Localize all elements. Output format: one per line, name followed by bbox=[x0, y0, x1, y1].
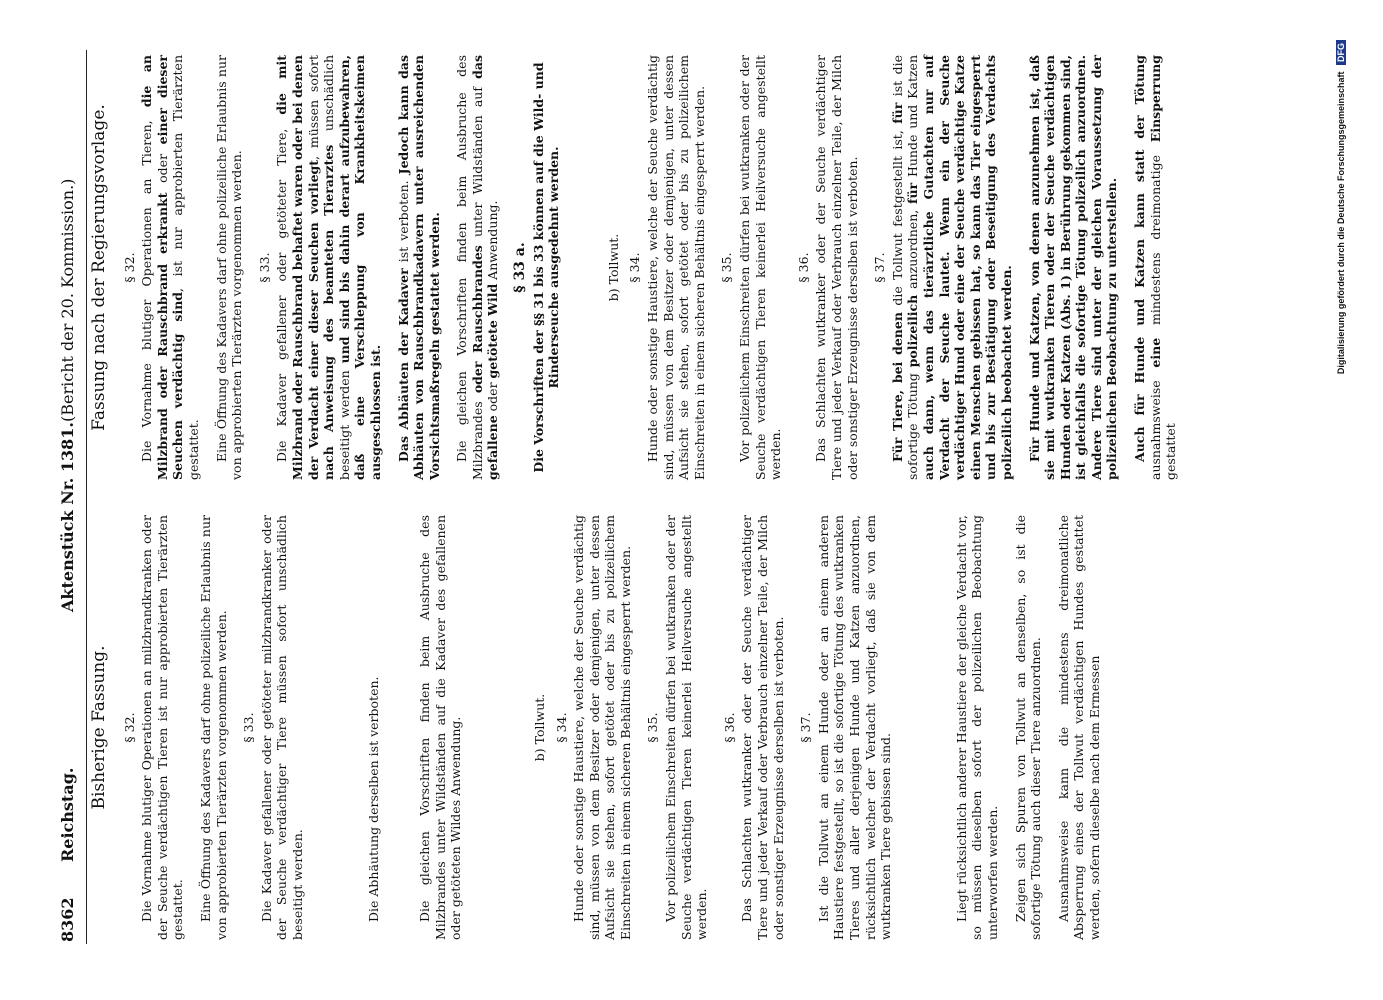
paragraph: Die Abhäutung derselben ist verboten. bbox=[365, 676, 381, 922]
paragraph: Auch für Hunde und Katzen kann statt der Tötung ausnahmsweise eine mindestens dreimonatige Einsperrung gestattet bbox=[1132, 55, 1179, 480]
paragraph: Die gleichen Vorschriften finden beim Ausbruche des Milzbrandes unter Wildständen auf die Kadaver des gefallenen oder getöteten Wildes Anwendung. bbox=[417, 515, 464, 940]
paragraph: Das Schlachten wutkranker oder der Seuche verdächtiger Tiere und jeder Verkauf oder Verbrauch einzelner Teile, der Milch oder sonstiger Erzeugnisse derselben ist verboten. bbox=[813, 55, 860, 480]
paragraph: Die Kadaver gefallener oder getöteter milzbrandkranker oder der Seuche verdächtiger Tiere müssen sofort unschädlich beseitigt werden. bbox=[258, 515, 305, 940]
paragraph: Die Vorschriften der §§ 31 bis 33 können auf die Wild- und Rinderseuche ausgedehnt werden. bbox=[530, 62, 562, 473]
section-heading: § 32. bbox=[121, 252, 137, 283]
document-number: Aktenstück Nr. 1381. bbox=[58, 422, 77, 612]
section-heading: § 35. bbox=[645, 712, 661, 743]
section-heading: § 33 a. bbox=[512, 242, 529, 293]
section-heading: § 34. bbox=[553, 712, 569, 743]
section-heading: § 35. bbox=[719, 252, 735, 283]
section-heading: § 32. bbox=[121, 712, 137, 743]
section-heading: § 36. bbox=[795, 252, 811, 283]
right-column bbox=[89, 54, 1191, 480]
paragraph: Für Tiere, bei denen die Tollwut festgestellt ist, für ist die sofortige Tötung polizeilich anzuordnen, für Hunde und Katzen auch dann, wenn das tierärztliche Gutachten nur auf Verdacht der Seuche lautet. Wenn ein der Seuche verdächtiger Hund oder eine der Seuche verdächtige Katze einen Menschen gebissen hat, so kann das Tier eingesperrt und bis zur Bestätigung oder Beseitigung des Verdachts polizeilich beobachtet werden. bbox=[889, 55, 1014, 480]
parliament-name: Reichstag. bbox=[58, 767, 77, 862]
paragraph: Die Vornahme blutiger Operationen an milzbrandkranken oder der Seuche verdächtigen Tieren ist nur approbierten Tierärzten gestattet. bbox=[139, 515, 186, 940]
paragraph: Vor polizeilichem Einschreiten dürfen bei wutkranken oder der Seuche verdächtigen Tieren keinerlei Heilversuche angestellt werden. bbox=[663, 515, 710, 940]
section-heading: § 33. bbox=[241, 712, 257, 743]
paragraph: Vor polizeilichem Einschreiten dürfen bei wutkranken oder der Seuche verdächtigen Tieren keinerlei Heilversuche angestellt werden. bbox=[737, 55, 784, 480]
paragraph: Für Hunde und Katzen, von denen anzunehmen ist, daß sie mit wutkranken Tieren oder der Seuche verdächtigen Hunden oder Katzen (Abs. 1) in Berührung gekommen sind, ist gleichfalls die sofortige Tötung polizeilich anzuordnen. Andere Tiere sind unter der gleichen Voraussetzung der polizeilichen Beobachtung zu unterstellen. bbox=[1026, 55, 1120, 480]
paragraph: Das Schlachten wutkranker oder der Seuche verdächtiger Tiere und jeder Verkauf oder Verbrauch einzelner Teile, der Milch oder sonstiger Erzeugnisse derselben ist verboten. bbox=[739, 515, 786, 940]
report-title: (Bericht der 20. Kommission.) bbox=[58, 178, 77, 422]
paragraph: Ist die Tollwut an einem Hunde oder an einem anderen Haustiere festgestellt, so ist die sofortige Tötung des wutkranken Tieres und aller derjenigen Hunde und Katzen anzuordnen, rücksichtlich welcher der Verdacht vorliegt, daß sie von dem wutkranken Tiere gebissen sind. bbox=[815, 515, 894, 940]
paragraph: Zeigen sich Spuren von Tollwut an denselben, so ist die sofortige Tötung auch dieser Tiere anzuordnen. bbox=[1012, 515, 1044, 940]
paragraph: Hunde oder sonstige Haustiere, welche der Seuche verdächtig sind, müssen von dem Besitzer oder demjenigen, unter dessen Aufsicht sie stehen, sofort getötet oder bis zu polizeilichem Einschreiten in einem sicheren Behältnis eingesperrt werden. bbox=[645, 55, 707, 480]
right-column-title: Fassung nach der Regierungsvorlage. bbox=[89, 104, 109, 431]
left-column-title: Bisherige Fassung. bbox=[89, 645, 109, 810]
header-rule bbox=[86, 50, 87, 944]
subsection-heading: b) Tollwut. bbox=[531, 693, 547, 762]
paragraph: Die Kadaver gefallener oder getöteter Tiere, die mit Milzbrand oder Rauschbrand behaftet waren oder bei denen der Verdacht einer dieser Seuchen vorliegt, müssen sofort nach Anweisung des beamteten Tierarztes unschädlich beseitigt werden und sind bis dahin derart aufzubewahren, daß eine Verschleppung von Krankheitskeimen ausgeschlossen ist. bbox=[274, 55, 383, 480]
paragraph: Die Vornahme blutiger Operationen an Tieren, die an Milzbrand oder Rauschbrand erkrankt oder einer dieser Seuchen verdächtig sind, ist nur approbierten Tierärzten gestattet. bbox=[139, 54, 201, 480]
paragraph: Die gleichen Vorschriften finden beim Ausbruche des Milzbrandes oder Rauschbrandes unter Wildständen auf das gefallene oder getötete Wild Anwendung. bbox=[454, 55, 501, 480]
dfg-logo: DFG bbox=[1336, 40, 1346, 65]
paragraph: Hunde oder sonstige Haustiere, welche der Seuche verdächtig sind, müssen von dem Besitzer oder demjenigen, unter dessen Aufsicht sie stehen, sofort getötet oder bis zu polizeilichem Einschreiten in einem sicheren Behältnis eingesperrt werden. bbox=[571, 515, 633, 940]
paragraph: Das Abhäuten der Kadaver ist verboten. Jedoch kann das Abhäuten von Rauschbrandkadavern unter ausreichenden Vorsichtsmaßregeln gestattet werden. bbox=[395, 54, 442, 480]
section-heading: § 33. bbox=[256, 252, 272, 283]
section-heading: § 37. bbox=[798, 712, 814, 743]
paragraph: Eine Öffnung des Kadavers darf ohne polizeiliche Erlaubnis nur von approbierten Tierärzten vorgenommen werden. bbox=[213, 55, 245, 480]
section-heading: § 37. bbox=[872, 252, 888, 283]
paragraph: Liegt rücksichtlich anderer Haustiere der gleiche Verdacht vor, so müssen dieselben sofort der polizeilichen Beobachtung unterworfen werden. bbox=[953, 515, 1000, 940]
digitization-credit: Digitalisierung gefördert durch die Deutsche Forschungsgemeinschaft DFG bbox=[1336, 40, 1346, 960]
section-heading: § 34. bbox=[627, 252, 643, 283]
page-number: 8362 bbox=[58, 897, 77, 942]
page-header bbox=[58, 52, 80, 942]
paragraph: Eine Öffnung des Kadavers darf ohne polizeiliche Erlaubnis nur von approbierten Tierärzten vorgenommen werden. bbox=[197, 515, 229, 940]
subsection-heading: b) Tollwut. bbox=[605, 233, 621, 302]
section-heading: § 36. bbox=[721, 712, 737, 743]
paragraph: Ausnahmsweise kann die mindestens dreimonatliche Absperrung eines der Tollwut verdächtigen Hundes gestattet werden, sofern dieselbe nach dem Ermessen bbox=[1055, 515, 1102, 940]
left-column bbox=[89, 515, 1115, 940]
